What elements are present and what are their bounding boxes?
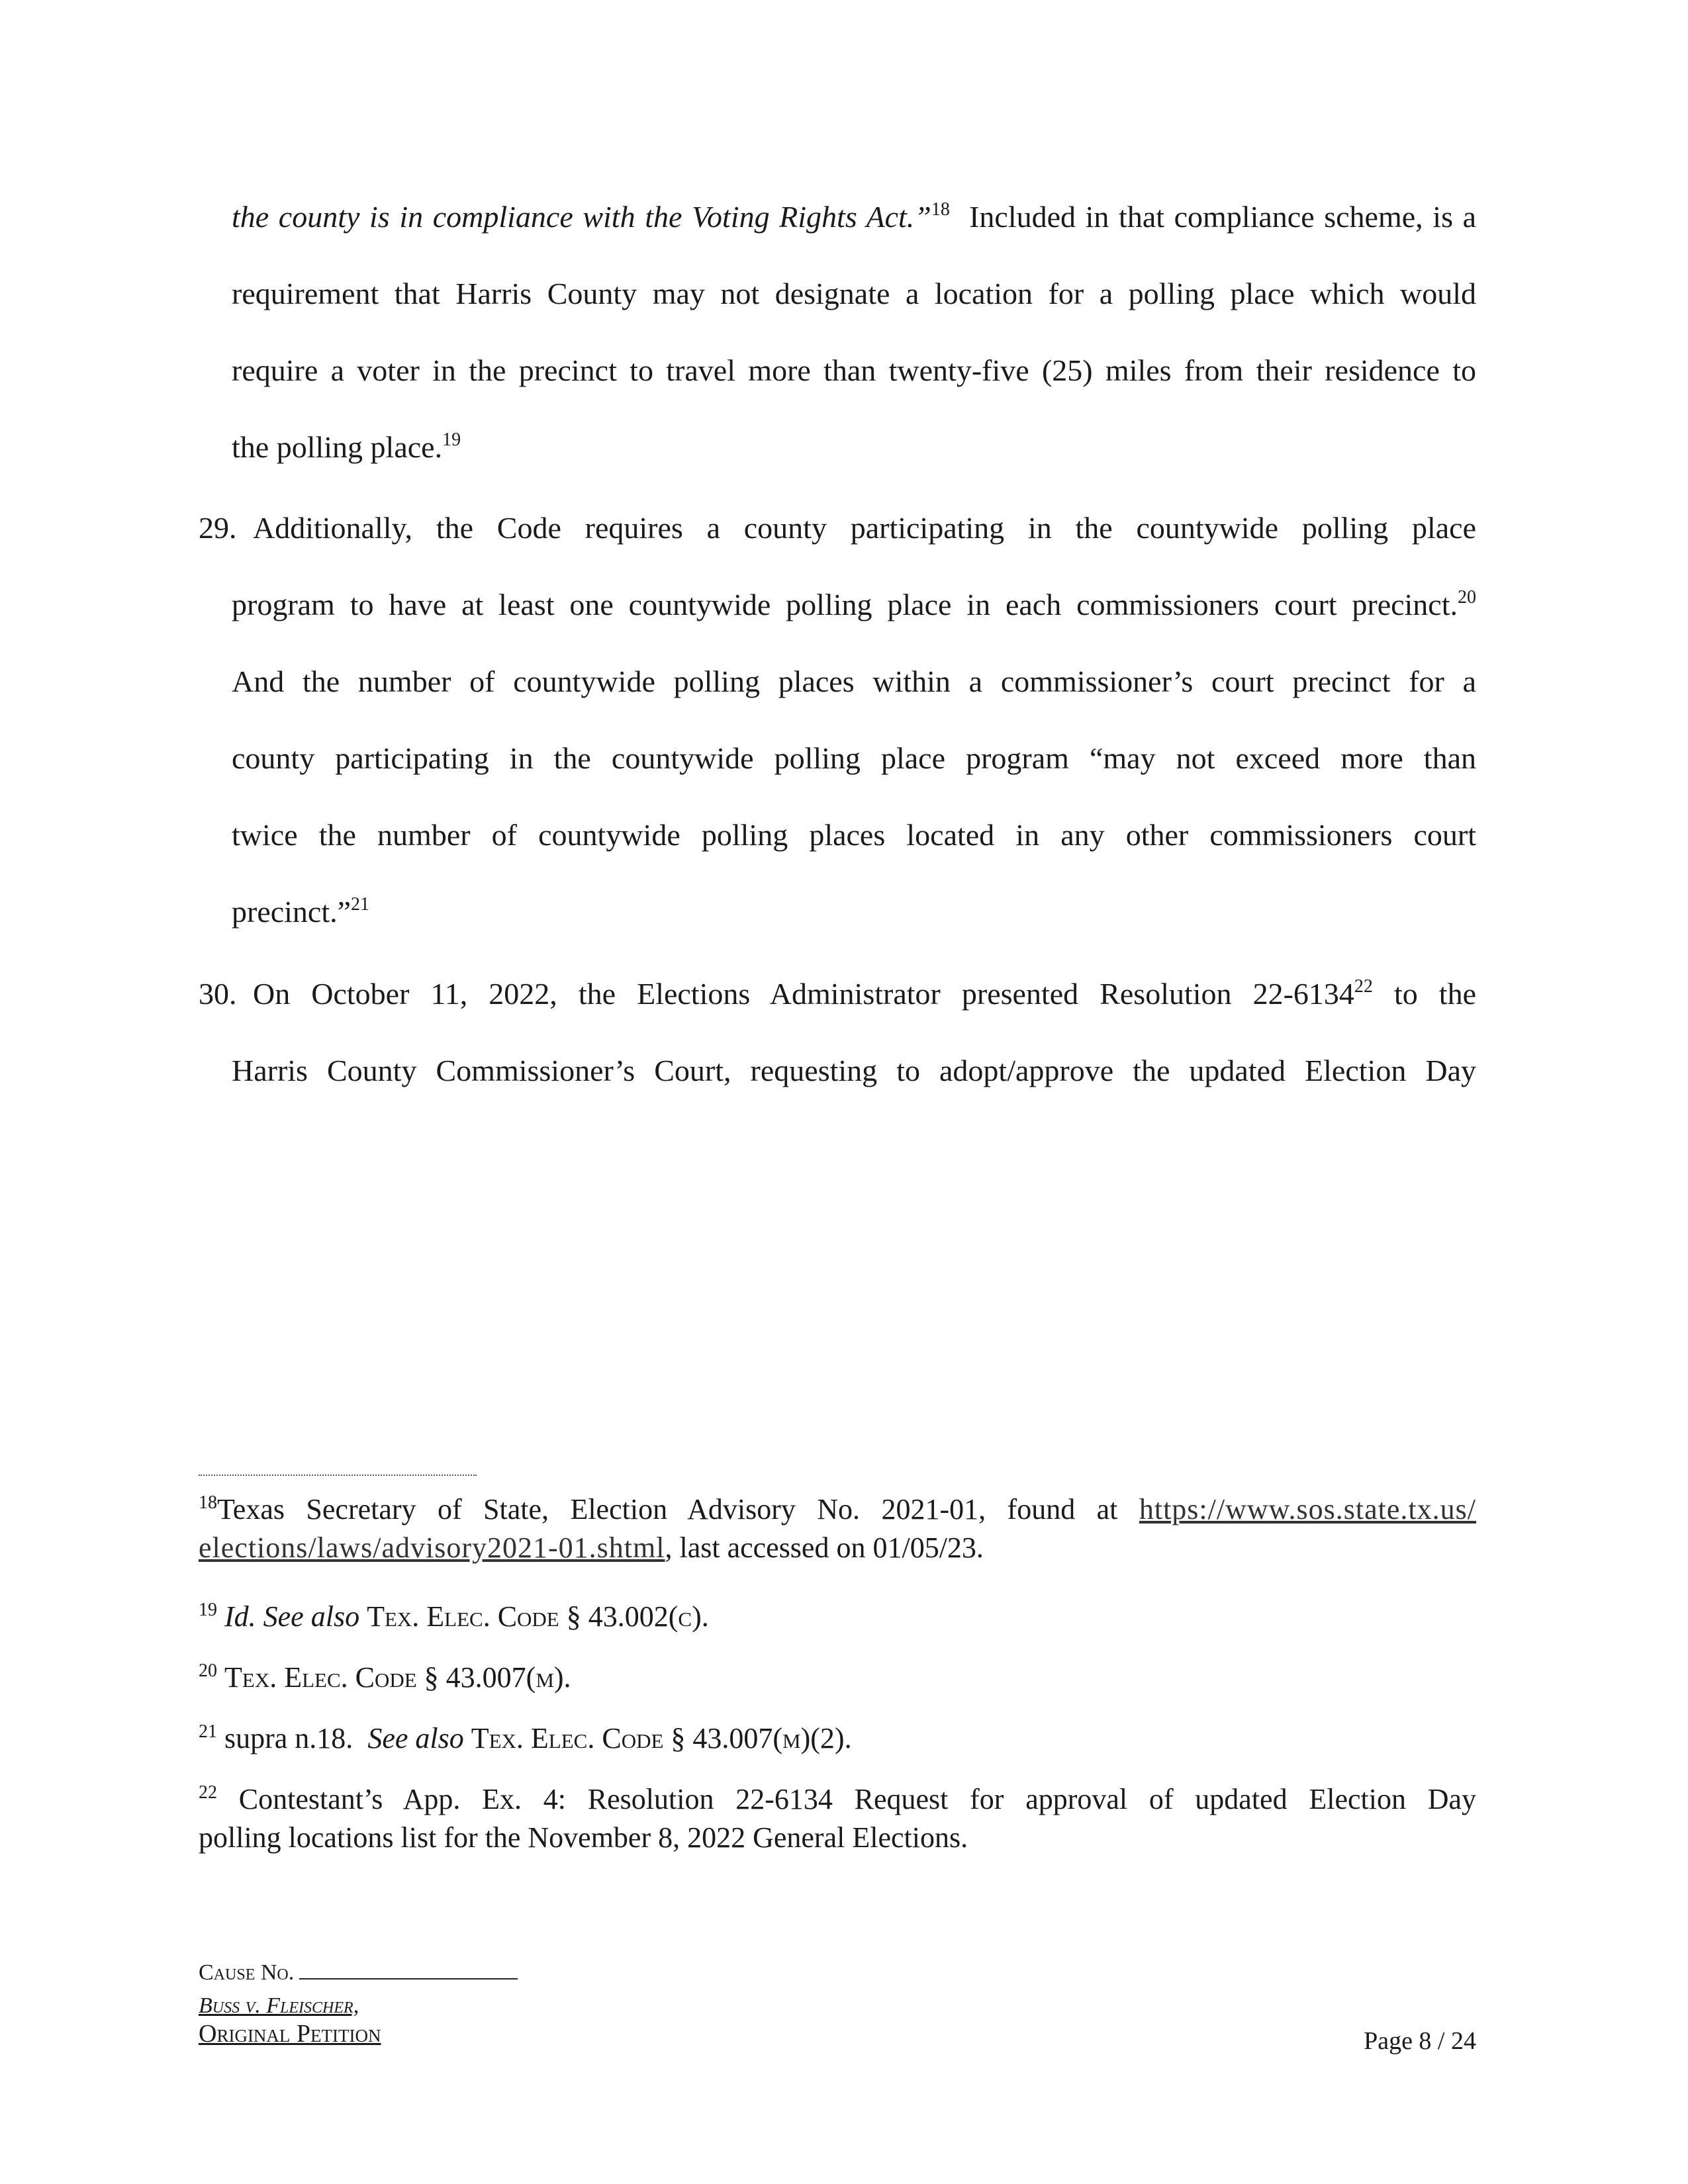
footnote-ref[interactable]: 22 — [1354, 976, 1373, 997]
footnote-mark: 22 — [199, 1782, 217, 1803]
paragraph-number: 29. — [199, 511, 237, 545]
text-line: the county is in compliance with the Voting Rights Act.”$^{18}$ Included in that compliance scheme, is a — [232, 199, 1476, 234]
page-number: Page 8 / 24 — [1364, 2027, 1476, 2055]
text-line: county participating in the countywide polling place program “may not exceed more than — [232, 741, 1476, 775]
text-line: the polling place.$^{19}$ — [232, 430, 461, 464]
footnote-line: $^{18}$Texas Secretary of State, Election Advisory No. 2021-01, found at https://www.sos.state.tx.us/ — [199, 1492, 1477, 1525]
footnote-line: polling locations list for the November 8, 2022 General Elections. — [199, 1821, 968, 1854]
footnote-separator — [199, 1475, 477, 1476]
text-line: require a voter in the precinct to travel more than twenty-five (25) miles from their residence to — [232, 353, 1476, 387]
footnote-ref[interactable]: 20 — [1458, 587, 1476, 608]
text-line: requirement that Harris County may not designate a location for a polling place which would — [232, 277, 1476, 310]
text-line: On October 11, 2022, the Elections Administrator presented Resolution 22-6134$^{22}$ to the — [253, 976, 1476, 1011]
text-line: And the number of countywide polling places within a commissioner’s court precinct for a — [232, 664, 1476, 698]
footnote-21: $^{21}$ supra n.18. See also Tex. Elec. Code § 43.007(m)(2). — [199, 1721, 852, 1754]
advisory-link[interactable]: https://www.sos.state.tx.us/ — [1139, 1493, 1477, 1525]
footnote-mark: 21 — [199, 1721, 217, 1742]
text-line: precinct.”$^{21}$ — [232, 894, 370, 929]
text-line: program to have at least one countywide polling place in each commissioners court precinct.$^{20}$ — [232, 587, 1476, 621]
footnote-mark: 20 — [199, 1661, 217, 1681]
footnote-ref[interactable]: 21 — [351, 894, 370, 915]
footnote-ref[interactable]: 19 — [442, 430, 461, 450]
text-line: Harris County Commissioner’s Court, requesting to adopt/approve the updated Election Day — [232, 1054, 1476, 1087]
footnote-22 — [199, 1780, 1476, 1857]
text-line: Additionally, the Code requires a county participating in the countywide polling place — [253, 511, 1476, 545]
advisory-link-cont[interactable]: elections/laws/advisory2021-01.shtml — [199, 1531, 665, 1564]
cause-number-blank — [299, 1960, 518, 1979]
paragraph-number: 30. — [199, 977, 237, 1011]
cause-number: Cause No. — [199, 1959, 518, 1987]
footnote-mark: 18 — [199, 1492, 217, 1513]
case-name: Buss v. Fleischer, — [199, 1993, 359, 2018]
footnote-line: $^{22}$ Contestant’s App. Ex. 4: Resolution 22-6134 Request for approval of updated Election Day — [199, 1782, 1477, 1815]
footnote-20: $^{20}$ Tex. Elec. Code § 43.007(m). — [199, 1661, 571, 1694]
document-title: Original Petition — [199, 2020, 381, 2048]
footnote-ref[interactable]: 18 — [931, 199, 950, 220]
text-line: twice the number of countywide polling places located in any other commissioners court — [232, 818, 1476, 852]
footnote-19: $^{19}$ Id. See also Tex. Elec. Code § 43.002(c). — [199, 1600, 709, 1633]
footnote-line: elections/laws/advisory2021-01.shtml, last accessed on 01/05/23. — [199, 1531, 984, 1564]
footnote-mark: 19 — [199, 1600, 217, 1620]
footnote-18 — [199, 1490, 1476, 1567]
